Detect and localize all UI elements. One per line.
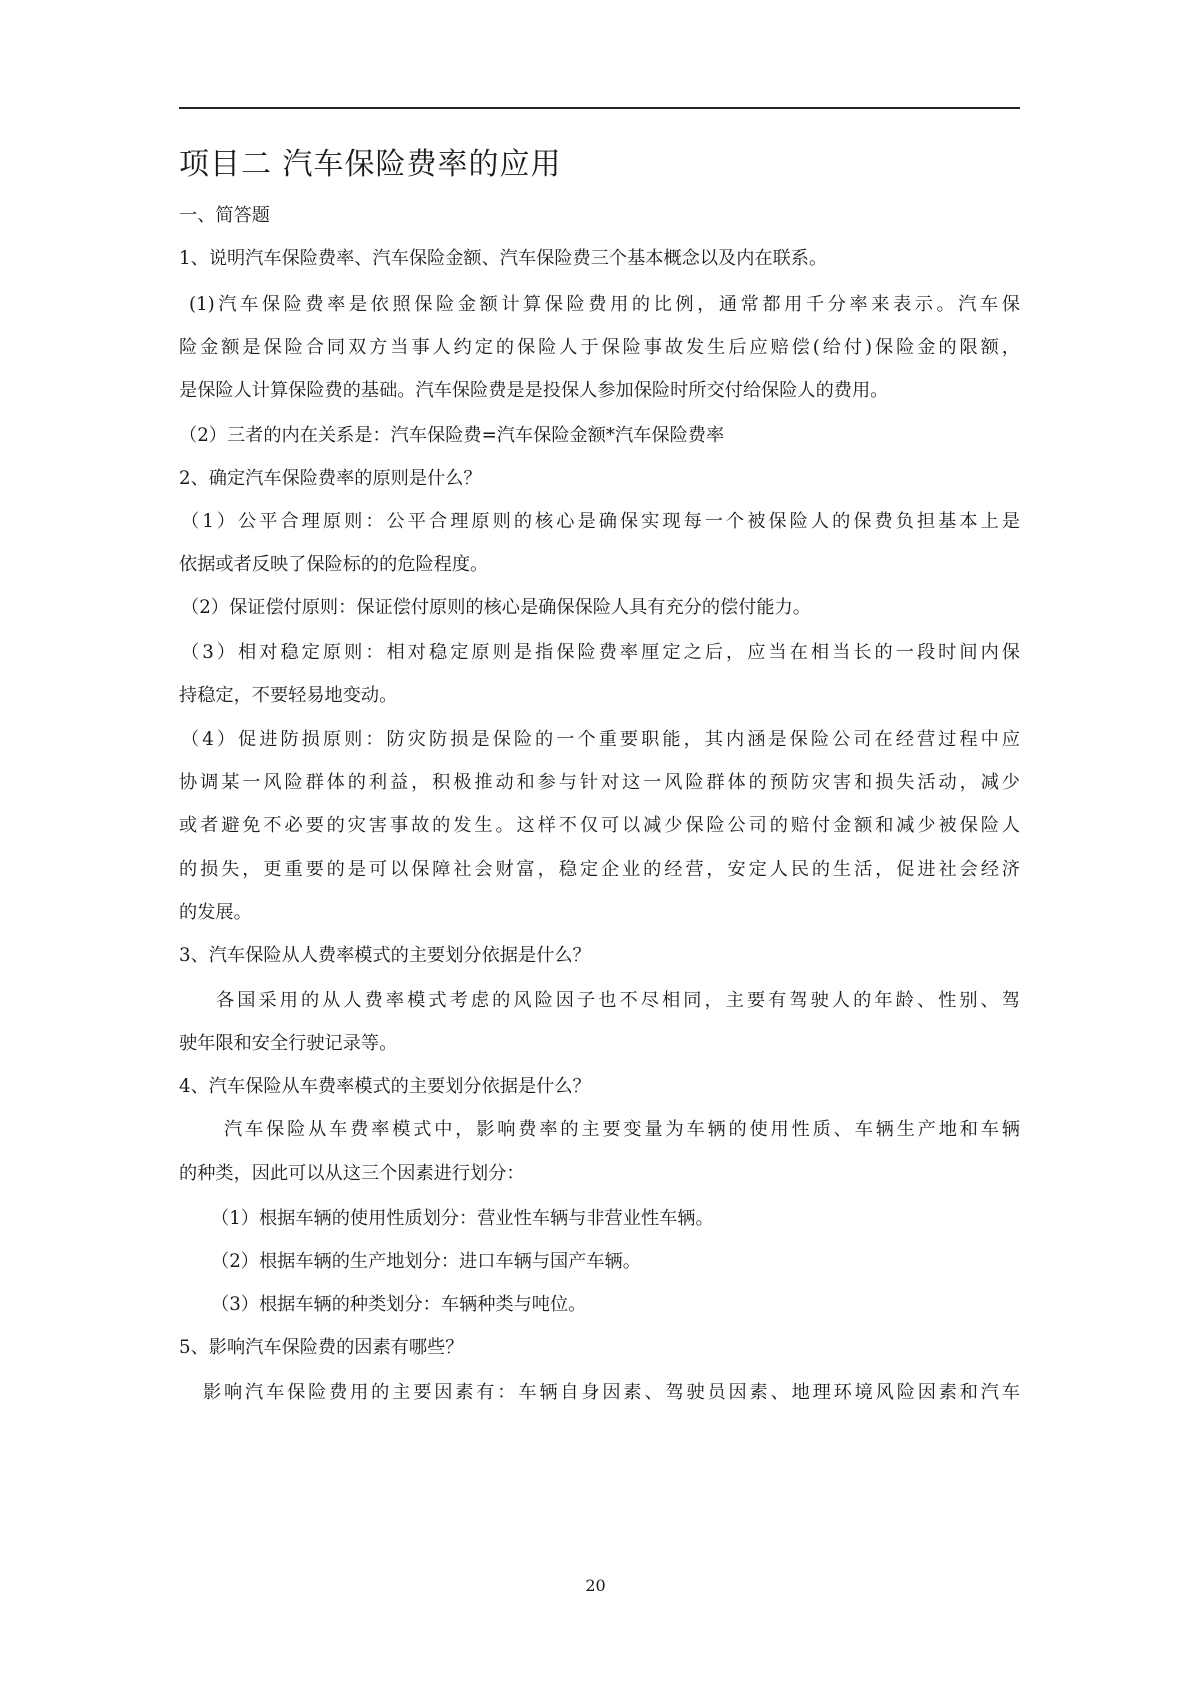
question-3: 3、汽车保险从人费率模式的主要划分依据是什么？ — [179, 945, 591, 966]
answer-2-line-4: （3）相对稳定原则：相对稳定原则是指保险费率厘定之后，应当在相当长的一段时间内保 — [181, 642, 1020, 663]
answer-2-line-6: （4）促进防损原则：防灾防损是保险的一个重要职能，其内涵是保险公司在经营过程中应 — [181, 729, 1020, 750]
answer-2-line-9: 的损失，更重要的是可以保障社会财富，稳定企业的经营，安定人民的生活，促进社会经济 — [179, 859, 1020, 880]
page-number: 20 — [585, 1576, 606, 1595]
answer-4-line-4: （2）根据车辆的生产地划分：进口车辆与国产车辆。 — [211, 1251, 641, 1272]
answer-2-line-1: （1）公平合理原则：公平合理原则的核心是确保实现每一个被保险人的保费负担基本上是 — [181, 511, 1020, 532]
section-heading: 一、简答题 — [179, 205, 270, 226]
answer-2-line-2: 依据或者反映了保险标的的危险程度。 — [179, 554, 489, 575]
question-4: 4、汽车保险从车费率模式的主要划分依据是什么？ — [179, 1076, 591, 1097]
answer-1-line-3: 是保险人计算保险费的基础。汽车保险费是是投保人参加保险时所交付给保险人的费用。 — [179, 380, 889, 401]
question-1: 1、说明汽车保险费率、汽车保险金额、汽车保险费三个基本概念以及内在联系。 — [179, 248, 828, 269]
answer-2-line-8: 或者避免不必要的灾害事故的发生。这样不仅可以减少保险公司的赔付金额和减少被保险人 — [179, 815, 1020, 836]
answer-2-line-3: （2）保证偿付原则：保证偿付原则的核心是确保保险人具有充分的偿付能力。 — [181, 597, 811, 618]
answer-1-line-1: (1)汽车保险费率是依照保险金额计算保险费用的比例，通常都用千分率来表示。汽车保 — [189, 294, 1020, 315]
answer-1-line-2: 险金额是保险合同双方当事人约定的保险人于保险事故发生后应赔偿(给付)保险金的限额， — [179, 337, 1020, 358]
answer-3-line-1: 各国采用的从人费率模式考虑的风险因子也不尽相同，主要有驾驶人的年龄、性别、驾 — [216, 990, 1020, 1011]
question-5: 5、影响汽车保险费的因素有哪些？ — [179, 1337, 464, 1358]
answer-2-line-10: 的发展。 — [179, 902, 252, 923]
answer-2-line-5: 持稳定，不要轻易地变动。 — [179, 685, 398, 706]
header-rule — [179, 107, 1020, 109]
answer-4-line-1: 汽车保险从车费率模式中，影响费率的主要变量为车辆的使用性质、车辆生产地和车辆 — [224, 1119, 1020, 1140]
answer-2-line-7: 协调某一风险群体的利益，积极推动和参与针对这一风险群体的预防灾害和损失活动，减少 — [179, 772, 1020, 793]
answer-5-line-1: 影响汽车保险费用的主要因素有：车辆自身因素、驾驶员因素、地理环境风险因素和汽车 — [203, 1382, 1020, 1403]
question-2: 2、确定汽车保险费率的原则是什么？ — [179, 468, 482, 489]
answer-1-line-4: （2）三者的内在关系是：汽车保险费=汽车保险金额*汽车保险费率 — [179, 425, 725, 446]
page-title: 项目二 汽车保险费率的应用 — [179, 147, 562, 182]
answer-4-line-3: （1）根据车辆的使用性质划分：营业性车辆与非营业性车辆。 — [211, 1208, 714, 1229]
answer-4-line-2: 的种类，因此可以从这三个因素进行划分： — [179, 1163, 525, 1184]
answer-4-line-5: （3）根据车辆的种类划分：车辆种类与吨位。 — [211, 1294, 587, 1315]
answer-3-line-2: 驶年限和安全行驶记录等。 — [179, 1033, 398, 1054]
